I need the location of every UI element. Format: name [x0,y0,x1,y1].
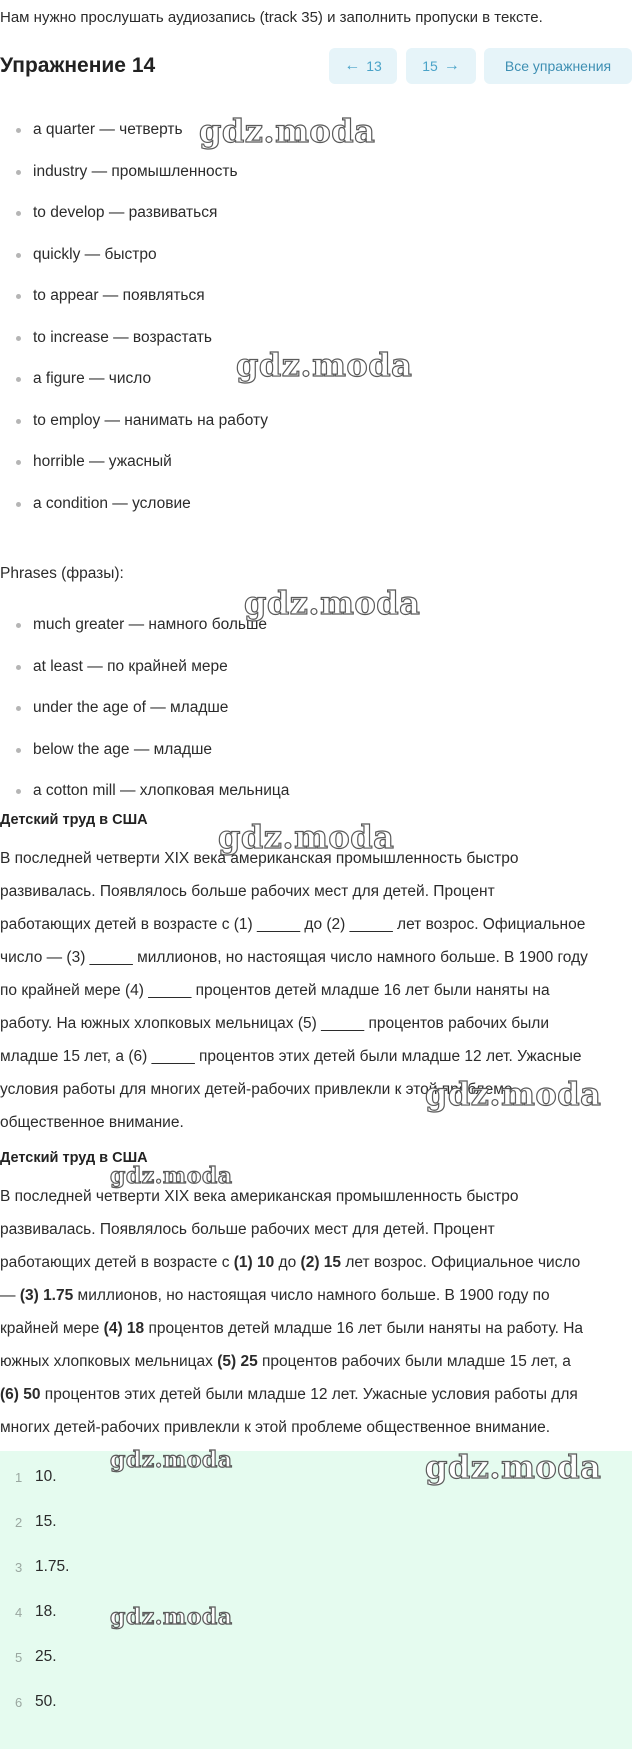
bullet-icon [16,170,21,175]
answer-highlight: (6) 50 [0,1386,41,1403]
list-item [0,285,268,327]
task-text-title: Детский труд в США [0,812,148,828]
bullet-icon [16,128,21,133]
text-line: число — (3) _____ миллионов, но настоящая число намного больше. В 1900 году [0,949,588,966]
answer-highlight: (2) 15 [300,1254,342,1271]
phrase-entry: under the age of — младше [33,699,229,716]
bullet-icon [16,502,21,507]
text-line [0,1246,628,1279]
exercise-header [0,48,632,84]
watermark: gdz.moda [218,818,395,856]
answer-number: 4 [15,1605,23,1620]
page-title: Упражнение 14 [0,54,156,77]
list-item [0,327,268,369]
watermark: gdz.moda [110,1447,233,1473]
next-exercise-button[interactable] [406,48,476,84]
watermark: gdz.moda [110,1163,233,1189]
answer-number: 1 [15,1470,23,1485]
vocab-entry: a quarter — четверть [33,121,183,138]
watermark: gdz.moda [199,112,376,150]
vocab-entry: to employ — нанимать на работу [33,411,269,429]
bullet-icon [16,460,21,465]
watermark: gdz.moda [110,1604,233,1630]
answers-panel [0,1451,632,1749]
phrases-heading: Phrases (фразы): [0,565,124,582]
text-span: лет возрос. Официальное число [341,1254,581,1271]
watermark: gdz.moda [425,1075,602,1113]
phrase-entry: below the age — младше [33,740,213,758]
text-line: развивалась. Появлялось больше рабочих мест для детей. Процент [0,1221,495,1238]
vocab-entry: industry — промышленность [33,162,238,180]
answer-value: 50. [35,1693,57,1710]
phrase-entry: much greater — намного больше [33,616,268,633]
bullet-icon [16,706,21,711]
answer-value: 15. [35,1513,57,1530]
list-item [0,368,268,410]
text-line: работу. На южных хлопковых мельницах (5) _____ процентов рабочих были [0,1015,549,1032]
text-line: многих детей-рабочих привлекли к этой проблеме общественное внимание. [0,1419,551,1436]
bullet-icon [16,748,21,753]
text-span: — [0,1287,20,1304]
bullet-icon [16,211,21,216]
prev-exercise-button[interactable] [329,48,397,84]
vocab-entry: to develop — развиваться [33,204,218,221]
answer-highlight: (1) 10 [233,1254,275,1271]
answer-value: 18. [35,1603,57,1620]
text-line [0,1279,628,1312]
answer-value: 25. [35,1648,57,1665]
vocab-entry: quickly — быстро [33,245,157,263]
phrases-list [0,614,289,822]
list-item [0,493,268,535]
vocabulary-list [0,119,268,534]
next-exercise-label: 15 [422,58,438,74]
watermark: gdz.moda [244,584,421,622]
bullet-icon [16,336,21,341]
text-span: южных хлопковых мельницах [0,1353,218,1370]
arrow-left-icon: ← [344,57,361,74]
vocab-entry: to increase — возрастать [33,328,212,346]
list-item [0,161,268,203]
answer-text [0,1180,628,1444]
list-item [0,244,268,286]
bullet-icon [16,419,21,424]
answer-number: 6 [15,1695,23,1710]
text-span: процентов рабочих были младше 15 лет, а [257,1353,571,1370]
text-span: миллионов, но настоящая число намного больше. В 1900 году по [73,1287,550,1304]
answer-number: 5 [15,1650,23,1665]
bullet-icon [16,623,21,628]
text-line [0,1345,628,1378]
list-item [0,739,289,781]
text-line: младше 15 лет, а (6) _____ процентов этих детей были младше 12 лет. Ужасные [0,1048,582,1065]
list-item [0,697,289,739]
answer-highlight: (4) 18 [103,1320,145,1337]
intro-text: Нам нужно прослушать аудиозапись (track 35) и заполнить пропуски в тексте. [0,9,543,26]
vocab-entry: horrible — ужасный [33,453,172,470]
answer-value: 10. [35,1468,57,1485]
text-span: процентов этих детей были младше 12 лет. Ужасные условия работы для [40,1386,578,1403]
phrase-entry: a cotton mill — хлопковая мельница [33,782,290,799]
bullet-icon [16,665,21,670]
watermark: gdz.moda [236,346,413,384]
answer-value: 1.75. [35,1558,70,1575]
prev-exercise-label: 13 [366,58,382,74]
text-line: общественное внимание. [0,1114,184,1131]
answer-highlight: (3) 1.75 [19,1287,74,1304]
bullet-icon [16,294,21,299]
arrow-right-icon: → [443,57,460,74]
text-line: по крайней мере (4) _____ процентов детей младше 16 лет были наняты на [0,982,550,999]
text-line: В последней четверти XIX века американская промышленность быстро [0,850,519,867]
text-span: процентов детей младше 16 лет были наняты на работу. На [144,1320,584,1337]
list-item [0,410,268,452]
vocab-entry: a condition — условие [33,494,191,512]
phrase-entry: at least — по крайней мере [33,657,228,675]
answer-text-title: Детский труд в США [0,1150,148,1166]
bullet-icon [16,253,21,258]
bullet-icon [16,789,21,794]
bullet-icon [16,377,21,382]
list-item [0,451,268,493]
text-span: крайней мере [0,1320,104,1337]
vocab-entry: a figure — число [33,370,152,387]
text-line: развивалась. Появлялось больше рабочих мест для детей. Процент [0,883,495,900]
text-line: В последней четверти XIX века американская промышленность быстро [0,1188,519,1205]
text-line: условия работы для многих детей-рабочих привлекли к этой проблеме [0,1081,513,1098]
text-span: работающих детей в возрасте с [0,1254,234,1271]
watermark: gdz.moda [425,1448,602,1486]
text-span: до [274,1254,301,1271]
text-line: работающих детей в возрасте с (1) _____ до (2) _____ лет возрос. Официальное [0,916,586,933]
list-item [0,202,268,244]
answer-number: 3 [15,1560,23,1575]
answer-number: 2 [15,1515,23,1530]
list-item [0,656,289,698]
all-exercises-button[interactable]: Все упражнения [484,48,632,84]
text-line [0,1312,628,1345]
text-line [0,1378,628,1411]
answer-highlight: (5) 25 [217,1353,258,1370]
vocab-entry: to appear — появляться [33,287,205,304]
